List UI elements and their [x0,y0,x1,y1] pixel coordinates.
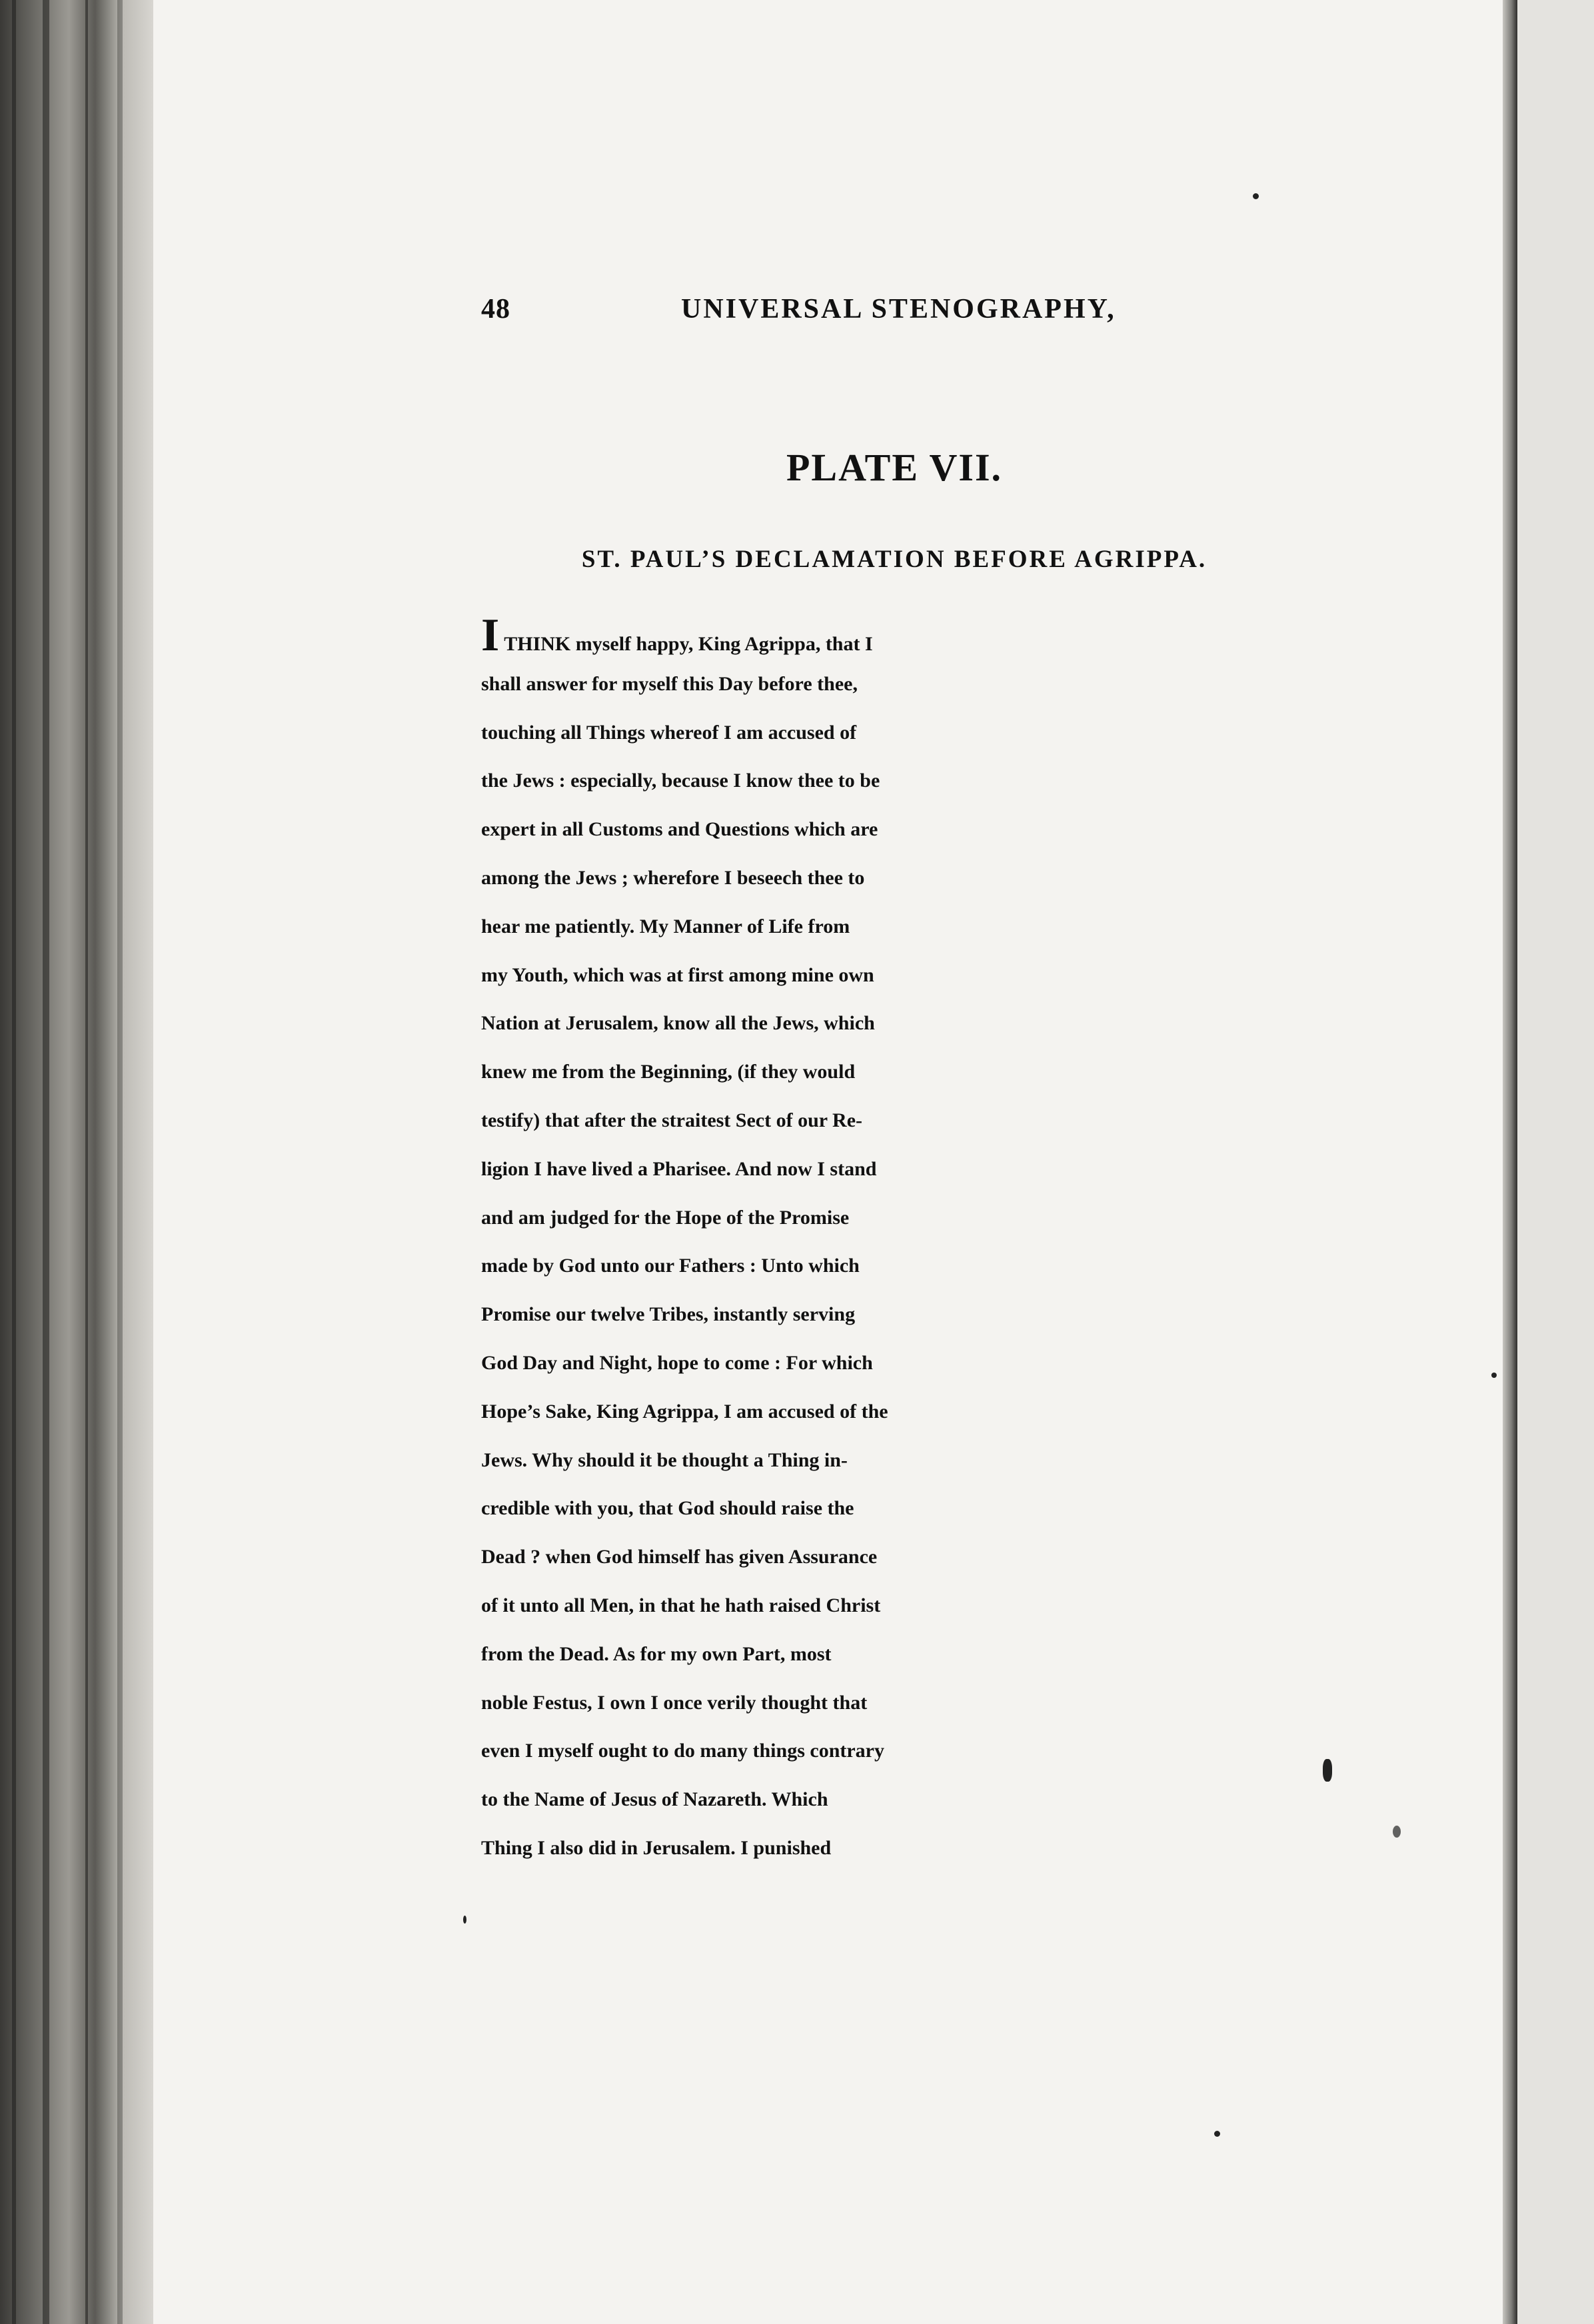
binding-streak [12,0,16,2324]
section-title: ST. PAUL’S DECLAMATION BEFORE AGRIPPA. [581,546,1207,573]
text-line: knew me from the Beginning, (if they would [481,1061,856,1083]
binding-streak [43,0,49,2324]
text-line: among the Jews ; wherefore I beseech thee to [481,866,865,889]
ink-speck [1253,193,1259,199]
text-line: my Youth, which was at first among mine own [481,963,874,986]
ink-blot [1323,1759,1332,1782]
text-line: I THINK myself happy, King Agrippa, that I [481,612,1307,660]
text-line: touching all Things whereof I am accused of [481,721,857,744]
book-binding-edge [0,0,153,2324]
text-line: Promise our twelve Tribes, instantly serving [481,1303,856,1326]
ink-speck [1491,1373,1497,1378]
text-line: Dead ? when God himself has given Assurance [481,1546,878,1568]
text-line: and am judged for the Hope of the Promise [481,1206,850,1229]
text-line: God Day and Night, hope to come : For which [481,1351,873,1374]
binding-streak [85,0,88,2324]
page-fore-edge [1503,0,1517,2324]
ink-speck [463,1916,466,1924]
text-line: Nation at Jerusalem, know all the Jews, which [481,1012,875,1035]
running-head-title: UNIVERSAL STENOGRAPHY, [681,294,1116,324]
text-line: Thing I also did in Jerusalem. I punished [481,1836,832,1859]
running-head [481,293,1307,333]
initial-capital: I [481,612,500,660]
text-line: shall answer for myself this Day before thee, [481,672,858,695]
body-text [481,612,1307,1873]
text-line: made by God unto our Fathers : Unto which [481,1255,860,1277]
binding-streak [117,0,123,2324]
text-line: of it unto all Men, in that he hath raised Christ [481,1594,881,1616]
text-line: noble Festus, I own I once verily thought that [481,1691,868,1714]
text-line: the Jews : especially, because I know thee to be [481,770,880,792]
facing-page-margin [1517,0,1594,2324]
text-line: Hope’s Sake, King Agrippa, I am accused of the [481,1400,888,1423]
page-number: 48 [481,294,510,324]
text-line: from the Dead. As for my own Part, most [481,1642,832,1665]
text-line: credible with you, that God should raise the [481,1497,854,1520]
ink-speck [1393,1826,1401,1838]
text-line: ligion I have lived a Pharisee. And now I stand [481,1157,877,1180]
text-line: even I myself ought to do many things contrary [481,1740,884,1762]
text-line: Jews. Why should it be thought a Thing in- [481,1449,848,1471]
plate-title: PLATE VII. [786,446,1003,489]
text-line: to the Name of Jesus of Nazareth. Which [481,1788,828,1811]
ink-speck [1214,2131,1220,2137]
text-line: testify) that after the straitest Sect of our Re- [481,1109,863,1131]
text-line: expert in all Customs and Questions which are [481,818,878,841]
text-line: hear me patiently. My Manner of Life from [481,915,850,937]
